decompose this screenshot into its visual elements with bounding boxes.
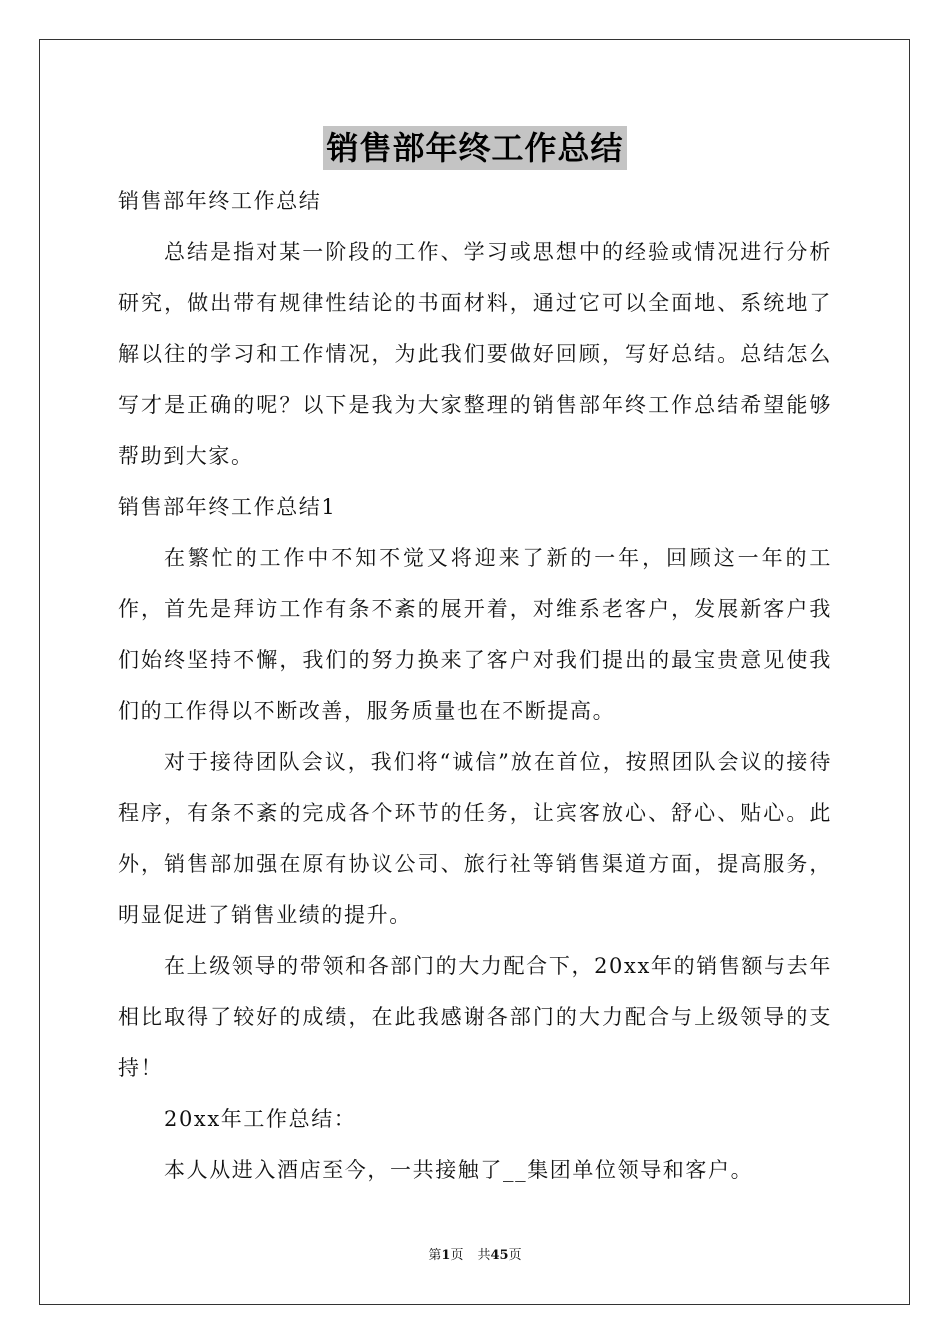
paragraph: 在繁忙的工作中不知不觉又将迎来了新的一年，回顾这一年的工作，首先是拜访工作有条不紊的展开着，对维系老客户，发展新客户我们始终坚持不懈，我们的努力换来了客户对我们提出的最宝贵意见使我们的工作得以不断改善，服务质量也在不断提高。 [118,546,832,723]
paragraph-intro: 总结是指对某一阶段的工作、学习或思想中的经验或情况进行分析研究，做出带有规律性结论的书面材料，通过它可以全面地、系统地了解以往的学习和工作情况，为此我们要做好回顾，写好总结。总结怎么写才是正确的呢？以下是我为大家整理的销售部年终工作总结希望能够帮助到大家。 [118,240,832,468]
section-heading: 销售部年终工作总结1 [118,495,337,519]
title-container [0,126,950,170]
paragraph-subtitle: 销售部年终工作总结 [118,189,322,213]
total-suffix: 页 [508,1248,522,1263]
paragraph: 本人从进入酒店至今，一共接触了__集团单位领导和客户。 [164,1158,754,1182]
paragraph: 对于接待团队会议，我们将“诚信”放在首位，按照团队会议的接待程序，有条不紊的完成各个环节的任务，让宾客放心、舒心、贴心。此外，销售部加强在原有协议公司、旅行社等销售渠道方面，提高服务，明显促进了销售业绩的提升。 [118,750,832,927]
page-prefix: 第 [428,1248,442,1263]
page-suffix: 页 [450,1248,464,1263]
document-title: 销售部年终工作总结 [323,126,626,170]
total-prefix: 共 [477,1248,491,1263]
document-body [118,176,832,1196]
page-number: 1 [441,1248,451,1263]
page-footer [0,1246,950,1266]
total-pages: 45 [490,1248,509,1263]
paragraph: 在上级领导的带领和各部门的大力配合下，20xx年的销售额与去年相比取得了较好的成绩，在此我感谢各部门的大力配合与上级领导的支持！ [118,954,832,1080]
paragraph: 20xx年工作总结： [164,1107,357,1131]
